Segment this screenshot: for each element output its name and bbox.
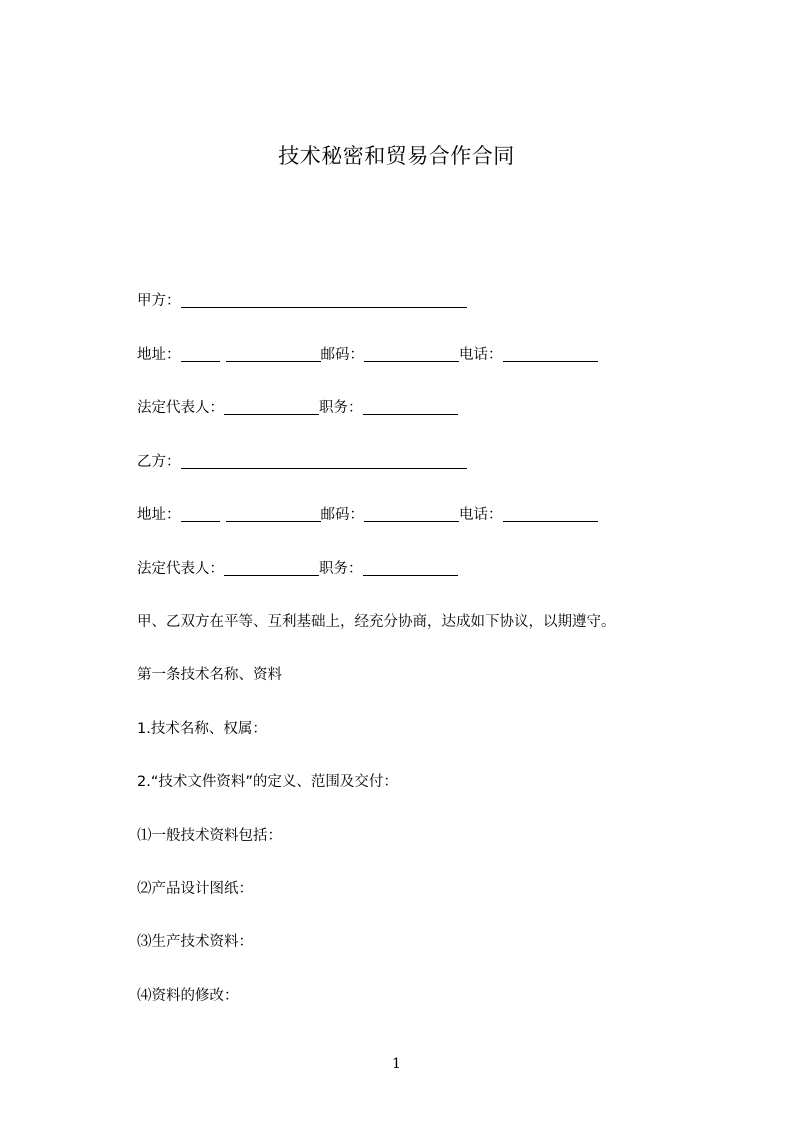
party-a-rep-line	[137, 398, 458, 418]
party-b-address-label: 地址：	[137, 507, 181, 523]
party-a-phone-label: 电话：	[459, 347, 503, 363]
party-a-name-label: 甲方：	[137, 293, 181, 309]
party-a-address-blank-2	[226, 347, 321, 362]
party-b-name-label: 乙方：	[137, 454, 181, 470]
party-a-address-label: 地址：	[137, 347, 181, 363]
article-1-heading: 第一条技术名称、资料	[137, 667, 282, 683]
party-b-rep-line	[137, 559, 458, 579]
party-a-name-blank	[181, 293, 467, 308]
party-b-postcode-blank	[364, 507, 459, 522]
party-b-postcode-label: 邮码：	[320, 507, 364, 523]
party-a-address-line	[137, 345, 598, 365]
party-a-position-blank	[363, 400, 458, 415]
document-title: 技术秘密和贸易合作合同	[278, 144, 515, 168]
party-a-phone-blank	[503, 347, 598, 362]
article-1-sub-1: ⑴一般技术资料包括：	[137, 828, 282, 844]
party-a-rep-label: 法定代表人：	[137, 400, 224, 416]
party-b-rep-blank	[224, 561, 319, 576]
party-b-name-line	[137, 452, 467, 472]
party-b-phone-label: 电话：	[459, 507, 503, 523]
party-a-name-line	[137, 291, 467, 311]
party-b-address-blank-1	[181, 507, 220, 522]
article-1-sub-4: ⑷资料的修改：	[137, 988, 239, 1004]
party-a-position-label: 职务：	[319, 400, 363, 416]
party-b-address-line	[137, 505, 598, 525]
party-b-rep-label: 法定代表人：	[137, 561, 224, 577]
page-number: 1	[392, 1056, 401, 1072]
party-b-position-blank	[363, 561, 458, 576]
article-1-item-2: 2.“技术文件资料”的定义、范围及交付：	[137, 774, 398, 790]
article-1-sub-3: ⑶生产技术资料：	[137, 934, 253, 950]
party-a-rep-blank	[224, 400, 319, 415]
party-b-address-blank-2	[226, 507, 321, 522]
party-a-postcode-label: 邮码：	[320, 347, 364, 363]
party-a-address-blank-1	[181, 347, 220, 362]
party-b-position-label: 职务：	[319, 561, 363, 577]
party-a-postcode-blank	[364, 347, 459, 362]
article-1-item-1: 1.技术名称、权属：	[137, 721, 267, 737]
party-b-phone-blank	[503, 507, 598, 522]
article-1-sub-2: ⑵产品设计图纸：	[137, 881, 253, 897]
party-b-name-blank	[181, 454, 467, 469]
preamble: 甲、乙双方在平等、互利基础上，经充分协商，达成如下协议，以期遵守。	[137, 614, 616, 630]
